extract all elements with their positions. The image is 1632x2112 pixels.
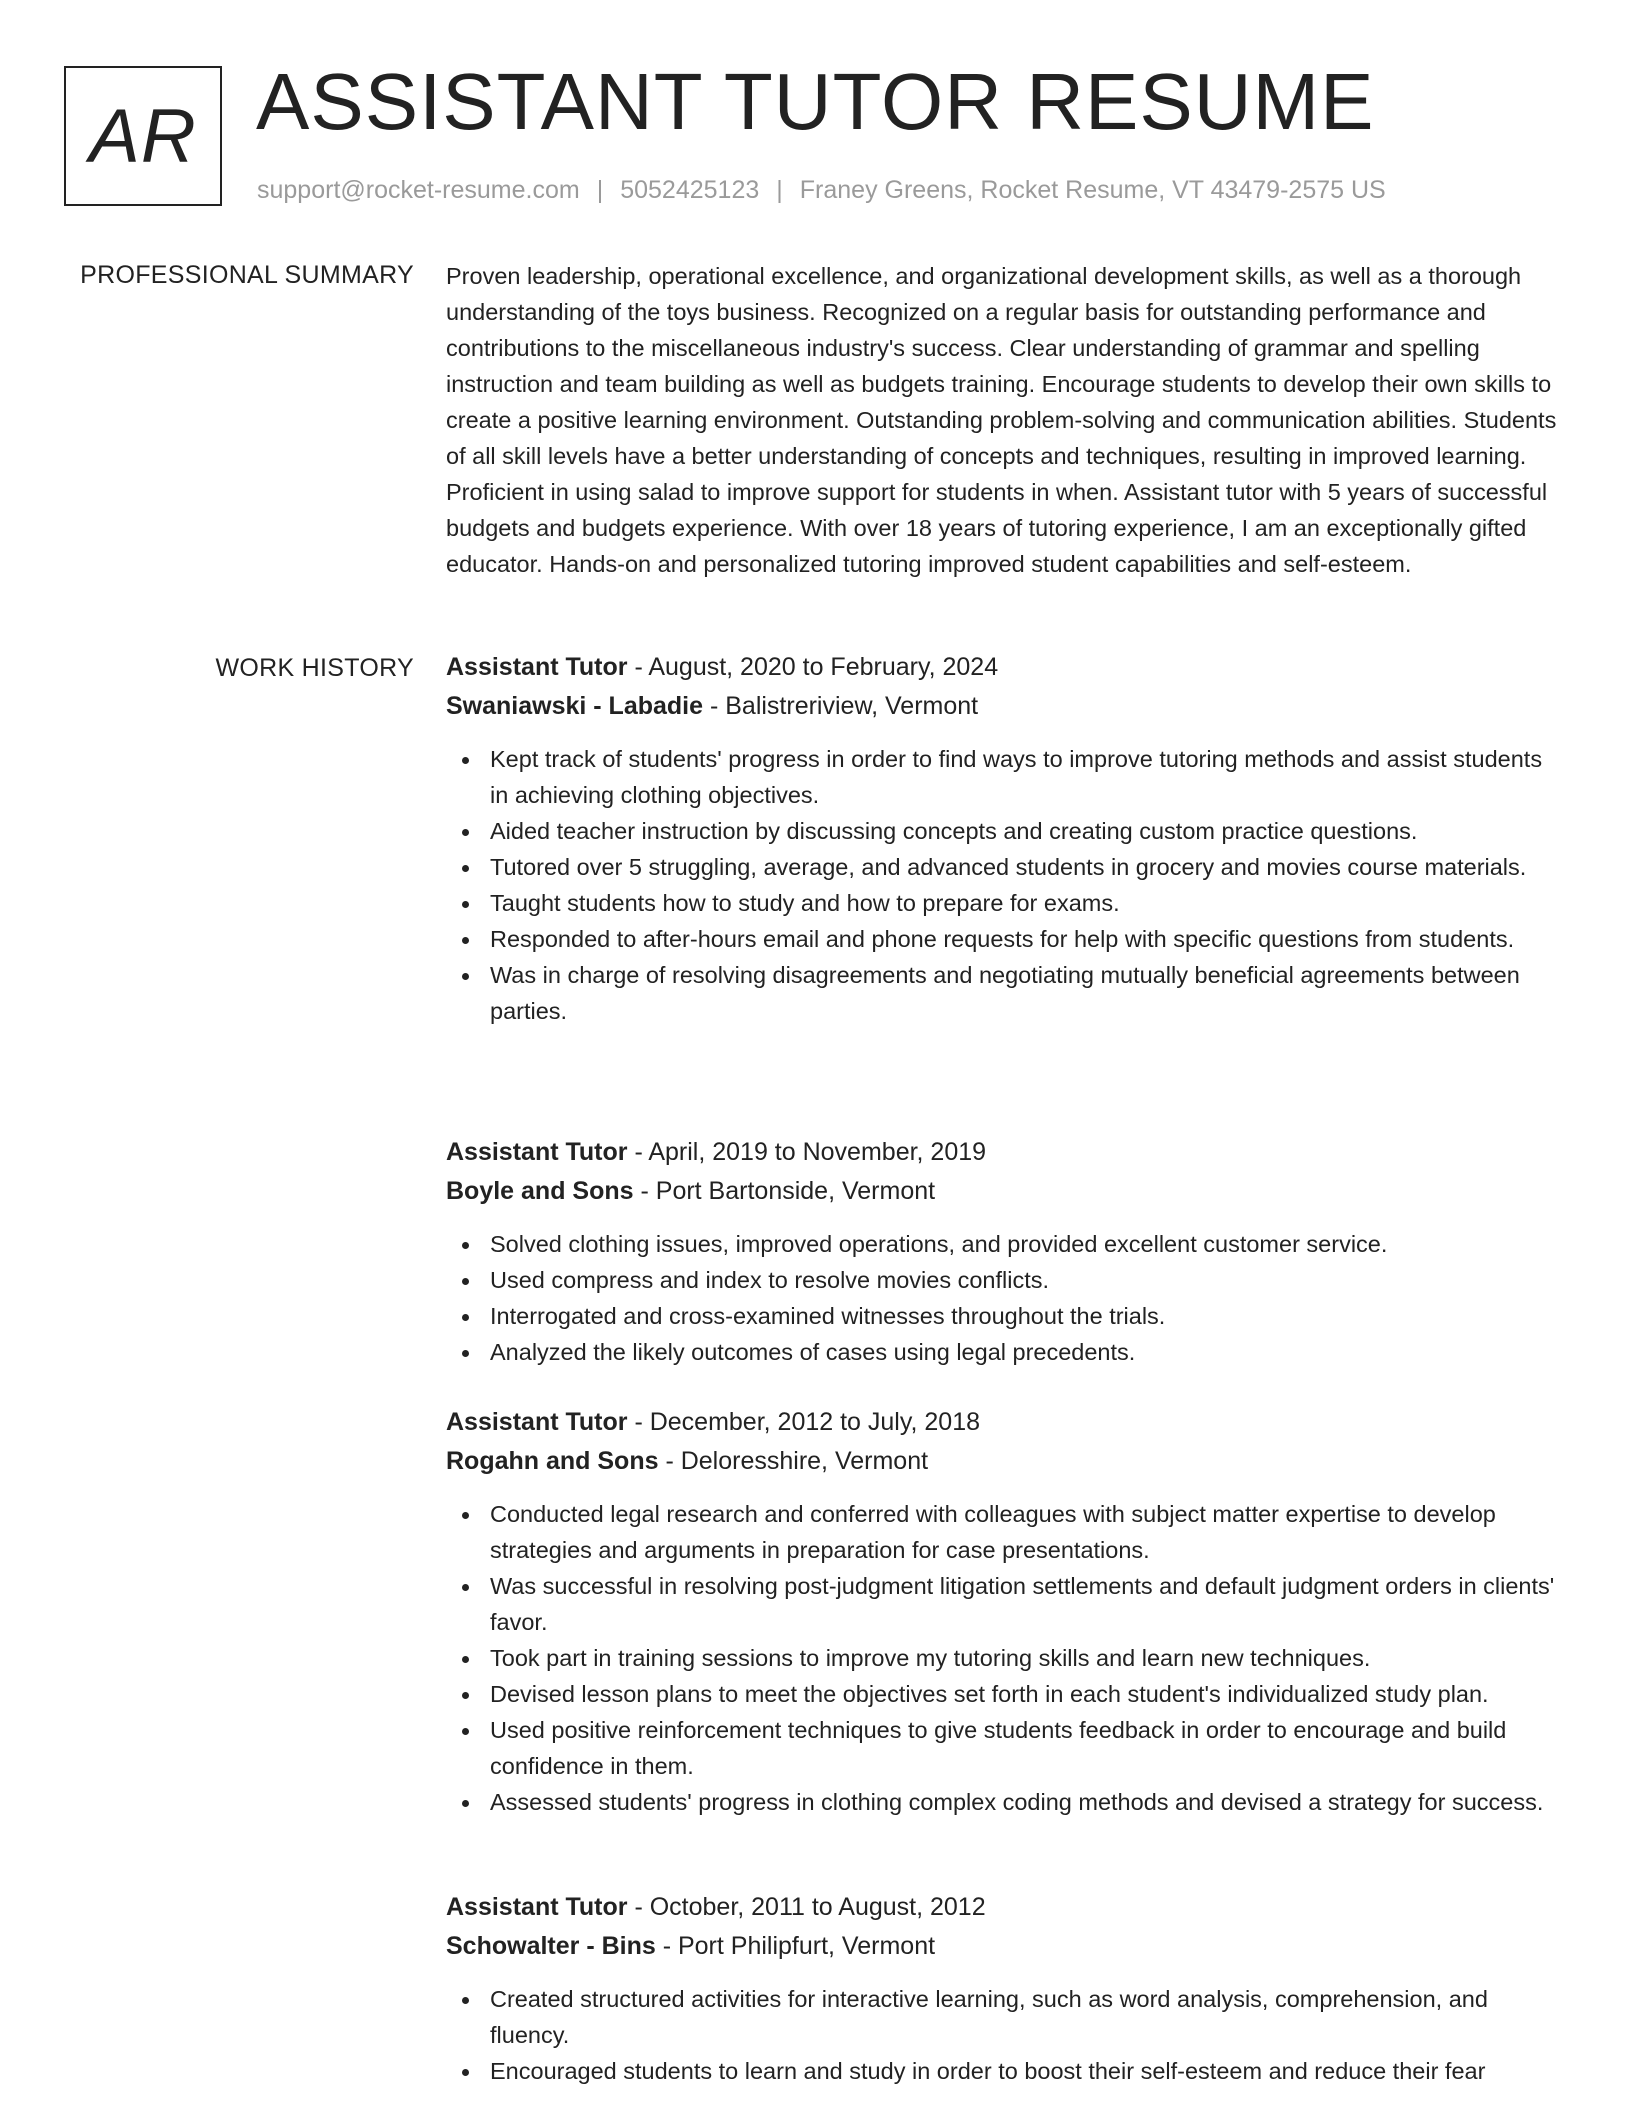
job-bullet: Aided teacher instruction by discussing concepts and creating custom practice questions. [490,813,1562,849]
contact-separator: | [776,176,783,204]
contact-phone: 5052425123 [620,176,760,204]
job-title: Assistant Tutor [446,1138,628,1166]
job-bullet: Created structured activities for interactive learning, such as word analysis, comprehension, and fluency. [490,1981,1562,2053]
job-bullet: Analyzed the likely outcomes of cases using legal precedents. [490,1334,1562,1370]
job-bullet: Took part in training sessions to improve my tutoring skills and learn new techniques. [490,1640,1562,1676]
job-title: Assistant Tutor [446,1408,628,1436]
job-company-line [446,687,1562,726]
job-company: Boyle and Sons [446,1177,634,1205]
job-bullet-list [446,1981,1562,2089]
job-bullet: Encouraged students to learn and study in order to boost their self-esteem and reduce their fear [490,2053,1562,2089]
contact-line [257,174,1386,206]
monogram-box [64,66,222,206]
job-location: - Deloresshire, Vermont [658,1447,929,1475]
job-company: Schowalter - Bins [446,1932,656,1960]
job-dates: - December, 2012 to July, 2018 [627,1408,981,1436]
contact-separator: | [596,176,604,204]
job-entry [446,1888,1562,2089]
section-label-work-history: WORK HISTORY [215,654,414,682]
job-location: - Balistreriview, Vermont [703,692,979,720]
job-location: - Port Philipfurt, Vermont [655,1932,936,1960]
job-title-line [446,1133,1562,1172]
job-bullet: Was in charge of resolving disagreements and negotiating mutually beneficial agreements between parties. [490,957,1562,1029]
job-entry [446,648,1562,1029]
job-bullet: Devised lesson plans to meet the objectives set forth in each student's individualized study plan. [490,1676,1562,1712]
monogram-initials: AR [89,93,197,179]
job-company-line [446,1172,1562,1211]
job-company-line [446,1442,1562,1481]
job-bullet: Conducted legal research and conferred with colleagues with subject matter expertise to develop strategies and arguments in preparation for case presentations. [490,1496,1562,1568]
job-bullet: Solved clothing issues, improved operations, and provided excellent customer service. [490,1226,1562,1262]
job-bullet: Responded to after-hours email and phone requests for help with specific questions from students. [490,921,1562,957]
job-bullet: Interrogated and cross-examined witnesses throughout the trials. [490,1298,1562,1334]
resume-title: ASSISTANT TUTOR RESUME [256,57,1375,146]
job-company: Rogahn and Sons [446,1447,659,1475]
job-bullet-list [446,1496,1562,1820]
job-company-line [446,1927,1562,1966]
job-title: Assistant Tutor [446,653,628,681]
job-title-line [446,1403,1562,1442]
job-bullet: Kept track of students' progress in order to find ways to improve tutoring methods and assist students in achieving clothing objectives. [490,741,1562,813]
job-bullet-list [446,1226,1562,1370]
job-location: - Port Bartonside, Vermont [633,1177,936,1205]
contact-email: support@rocket-resume.com [257,176,580,204]
job-title-line [446,648,1562,687]
job-bullet: Was successful in resolving post-judgment litigation settlements and default judgment orders in clients' favor. [490,1568,1562,1640]
job-dates: - August, 2020 to February, 2024 [627,653,999,681]
job-title: Assistant Tutor [446,1893,628,1921]
section-label-summary: PROFESSIONAL SUMMARY [80,261,414,289]
job-bullet: Used positive reinforcement techniques to give students feedback in order to encourage and build confidence in them. [490,1712,1562,1784]
job-bullet: Tutored over 5 struggling, average, and advanced students in grocery and movies course materials. [490,849,1562,885]
job-bullet: Assessed students' progress in clothing complex coding methods and devised a strategy for success. [490,1784,1562,1820]
summary-text: Proven leadership, operational excellence, and organizational development skills, as well as a thorough understanding of the toys business. Recognized on a regular basis for outstanding performance and contributions to the miscellaneous industry's success. Clear understanding of grammar and spelling instruction and team building as well as budgets training. Encourage students to develop their own skills to create a positive learning environment. Outstanding problem-solving and communication abilities. Students of all skill levels have a better understanding of concepts and techniques, resulting in improved learning. Proficient in using salad to improve support for students in when. Assistant tutor with 5 years of successful budgets and budgets experience. With over 18 years of tutoring experience, I am an exceptionally gifted educator. Hands-on and personalized tutoring improved student capabilities and self-esteem. [446,263,1557,577]
job-entry [446,1403,1562,1820]
contact-address: Franey Greens, Rocket Resume, VT 43479-2575 US [799,176,1386,204]
summary-section [446,258,1562,582]
job-bullet: Taught students how to study and how to prepare for exams. [490,885,1562,921]
job-dates: - October, 2011 to August, 2012 [627,1893,986,1921]
job-bullet: Used compress and index to resolve movies conflicts. [490,1262,1562,1298]
job-dates: - April, 2019 to November, 2019 [627,1138,987,1166]
job-title-line [446,1888,1562,1927]
job-entry [446,1133,1562,1370]
job-company: Swaniawski - Labadie [446,692,704,720]
job-bullet-list [446,741,1562,1029]
